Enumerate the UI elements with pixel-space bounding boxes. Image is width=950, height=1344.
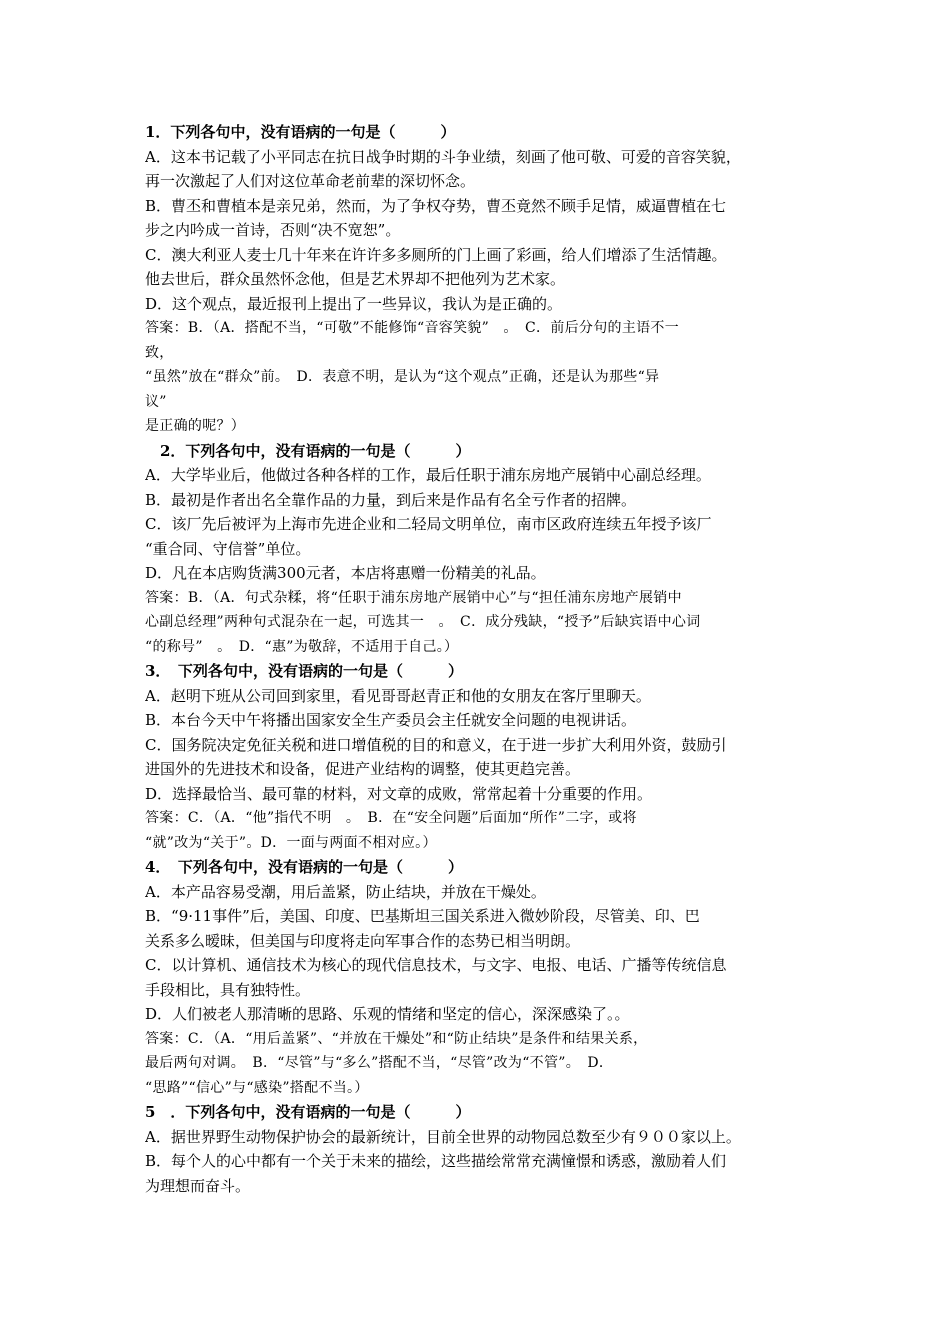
question-3-option-line: B．本台今天中午将播出国家安全生产委员会主任就安全问题的电视讲话。	[145, 711, 637, 729]
question-2-option-line: “重合同、守信誉”单位。	[145, 539, 311, 558]
question-3-answer-line: 答案：C．（A．“他”指代不明 。 B．在“安全问题”后面加“所作”二字，或将	[145, 810, 637, 826]
question-1-option-line: 再一次激起了人们对这位革命老前辈的深切怀念。	[145, 172, 476, 190]
question-5-option-line: 为理想而奋斗。	[145, 1176, 251, 1195]
question-4-option-line: A．本产品容易受潮，用后盖紧，防止结块，并放在干燥处。	[145, 882, 546, 901]
question-1-option-line: 他去世后，群众虽然怀念他，但是艺术界却不把他列为艺术家。	[145, 270, 566, 288]
question-5-option-line: A．据世界野生动物保护协会的最新统计，目前全世界的动物园总数至少有９００家以上。	[145, 1127, 741, 1146]
question-1-option-line: A．这本书记载了小平同志在抗日战争时期的斗争业绩，刻画了他可敬、可爱的音容笑貌，	[145, 147, 741, 166]
question-1-option-line: B．曹丕和曹植本是亲兄弟，然而，为了争权夺势，曹丕竟然不顾手足情，威逼曹植在七	[145, 196, 727, 215]
question-3-option-line: A．赵明下班从公司回到家里，看见哥哥赵青正和他的女朋友在客厅里聊天。	[145, 686, 651, 705]
question-4-answer-line: 答案：C．（A．“用后盖紧”、“并放在干燥处”和“防止结块”是条件和结果关系，	[145, 1030, 648, 1047]
question-2-option-line: B．最初是作者出名全靠作品的力量，到后来是作品有名全亏作者的招牌。	[145, 490, 637, 509]
question-2-answer-line: 心副总经理”两种句式混杂在一起，可选其一 。 C．成分残缺，“授予”后缺宾语中心词	[145, 614, 701, 630]
question-2-title: 2．下列各句中，没有语病的一句是（ ）	[160, 441, 471, 460]
question-3-option-line: C．国务院决定免征关税和进口增值税的目的和意义，在于进一步扩大利用外资，鼓励引	[145, 735, 727, 754]
question-3-option-line: 进国外的先进技术和设备，促进产业结构的调整，使其更趋完善。	[145, 760, 581, 778]
question-2-option-line: C．该厂先后被评为上海市先进企业和二轻局文明单位，南市区政府连续五年授予该厂	[145, 515, 712, 533]
question-3-answer-line: “就”改为“关于”。D．一面与两面不相对应。）	[145, 834, 437, 851]
question-1-answer-line: 答案：B．（A．搭配不当，“可敬”不能修饰“音容笑貌” 。 C．前后分句的主语不一	[145, 320, 680, 336]
question-3-title: 3． 下列各句中，没有语病的一句是（ ）	[145, 662, 463, 680]
question-4-option-line: D．人们被老人那清晰的思路、乐观的情绪和坚定的信心，深深感染了。。	[145, 1005, 630, 1023]
question-2-answer-line: “的称号” 。 D．“惠”为敬辞，不适用于自己。）	[145, 638, 459, 655]
question-4-option-line: 手段相比，具有独特性。	[145, 980, 311, 999]
question-2-option-line: D．凡在本店购货满300元者，本店将惠赠一份精美的礼品。	[145, 564, 546, 582]
question-1-answer-line: 是正确的呢？）	[145, 418, 246, 434]
question-1-option-line: C．澳大利亚人麦士几十年来在许许多多厕所的门上画了彩画，给人们增添了生活情趣。	[145, 245, 727, 264]
question-5-option-line: B．每个人的心中都有一个关于未来的描绘，这些描绘常常充满憧憬和诱惑，激励着人们	[145, 1152, 727, 1170]
question-1-option-line: D．这个观点，最近报刊上提出了一些异议，我认为是正确的。	[145, 294, 563, 313]
question-4-answer-line: 最后两句对调。 B．“尽管”与“多么”搭配不当，“尽管”改为“不管”。 D．	[145, 1055, 614, 1071]
question-4-answer-line: “思路”“信心”与“感染”搭配不当。）	[145, 1079, 369, 1096]
question-4-option-line: B．“9·11事件”后，美国、印度、巴基斯坦三国关系进入微妙阶段，尽管美、印、巴	[145, 907, 700, 925]
question-4-option-line: 关系多么暧昧，但美国与印度将走向军事合作的态势已相当明朗。	[145, 931, 581, 950]
question-1-answer-line: “虽然”放在“群众”前。 D．表意不明，是认为“这个观点”正确，还是认为那些“异	[145, 369, 660, 385]
question-2-option-line: A．大学毕业后，他做过各种各样的工作，最后任职于浦东房地产展销中心副总经理。	[145, 466, 711, 484]
question-5-title: 5 ．下列各句中，没有语病的一句是（ ）	[145, 1103, 471, 1121]
question-3-option-line: D．选择最恰当、最可靠的材料，对文章的成败，常常起着十分重要的作用。	[145, 784, 653, 803]
question-1-answer-line: 议”	[145, 393, 167, 410]
question-4-title: 4． 下列各句中，没有语病的一句是（ ）	[145, 858, 463, 876]
question-4-option-line: C．以计算机、通信技术为核心的现代信息技术，与文字、电报、电话、广播等传统信息	[145, 956, 727, 974]
question-1-title: 1．下列各句中，没有语病的一句是（ ）	[145, 123, 456, 141]
question-1-answer-line: 致，	[145, 344, 174, 361]
document-page	[145, 120, 815, 1198]
question-2-answer-line: 答案：B．（A．句式杂糅，将“任职于浦东房地产展销中心”与“担任浦东房地产展销中	[145, 589, 682, 606]
question-1-option-line: 步之内吟成一首诗，否则“决不宽恕”。	[145, 221, 401, 239]
